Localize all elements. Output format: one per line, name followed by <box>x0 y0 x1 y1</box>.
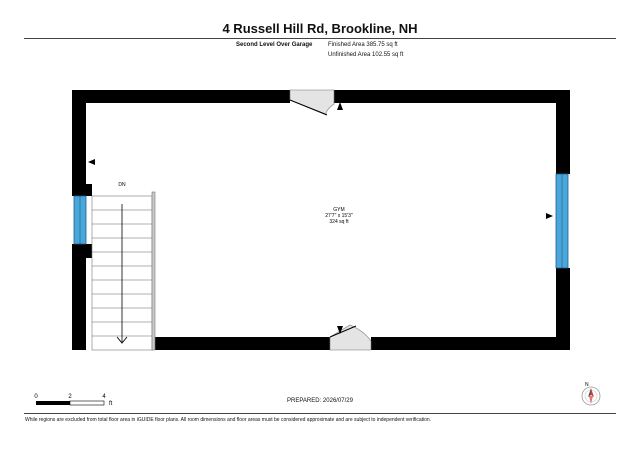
stair-rail <box>152 192 155 350</box>
marker-right-wall <box>546 213 553 219</box>
compass-label: N <box>585 382 589 388</box>
door-top-arrow <box>337 102 343 110</box>
staircase <box>92 192 155 350</box>
finished-area: Finished Area 385.75 sq ft <box>328 42 398 48</box>
scale-tick-4: 4 <box>102 394 106 400</box>
scale-tick-0: 0 <box>34 394 38 400</box>
room-dimensions: 27'7" x 15'3" <box>325 213 353 219</box>
prepared-date: PREPARED: 2026/07/29 <box>287 398 353 404</box>
stairs-label: DN <box>118 182 126 188</box>
wall-top-right <box>334 90 570 103</box>
unfinished-area: Unfinished Area 102.55 sq ft <box>328 52 404 58</box>
wall-top-left <box>72 90 290 103</box>
room-name: GYM <box>333 207 345 213</box>
level-name: Second Level Over Garage <box>236 42 313 48</box>
door-top <box>290 90 334 114</box>
marker-left-wall <box>88 159 95 165</box>
room-area: 324 sq ft <box>329 219 349 225</box>
disclaimer: While regions are excluded from total floor area in iGUIDE floor plans. All room dimensions and floor areas must be considered approximate and are subject to independent verification. <box>25 417 432 423</box>
scale-tick-2: 2 <box>68 394 72 400</box>
wall-left-return <box>72 184 92 196</box>
wall-bottom-left <box>152 337 330 350</box>
wall-bottom-right <box>371 337 570 350</box>
footer-divider <box>24 413 616 414</box>
wall-right-upper <box>556 90 570 174</box>
wall-left-upper <box>72 90 86 196</box>
scale-unit: ft <box>109 401 113 407</box>
wall-left-return-lower <box>72 244 92 258</box>
page-title: 4 Russell Hill Rd, Brookline, NH <box>222 21 418 36</box>
wall-left-lower <box>72 244 86 350</box>
